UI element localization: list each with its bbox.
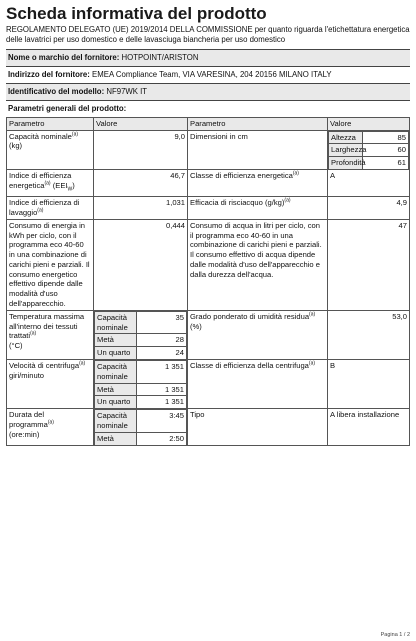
height-value: 85: [363, 131, 409, 144]
dimensions-param: Dimensioni in cm: [188, 130, 328, 169]
temp-quarter-label: Un quarto: [95, 347, 137, 359]
depth-label: Profondità: [329, 157, 363, 169]
header-value: Valore: [94, 117, 188, 130]
general-params-row: [6, 100, 410, 117]
moisture-value: 53,0: [328, 310, 410, 359]
water-consumption-value: 47: [328, 219, 410, 310]
spin-speed-param: Velocità di centrifuga$^{(a)}$ giri/minuto: [7, 360, 94, 409]
spin-quarter-value: 1 351: [137, 396, 187, 408]
width-label: Larghezza: [329, 144, 363, 157]
spin-half-label: Metà: [95, 383, 137, 396]
depth-value: 61: [363, 157, 409, 169]
eei-value: 46,7: [94, 170, 188, 197]
table-row: [7, 197, 410, 220]
capacity-param: Capacità nominale$^{(a)}$ (kg): [7, 130, 94, 169]
supplier-label: Nome o marchio del fornitore:: [8, 52, 120, 62]
page-title: Scheda informativa del prodotto: [6, 4, 267, 23]
energy-consumption-value: 0,444: [94, 219, 188, 310]
washing-value: 1,031: [94, 197, 188, 220]
temperature-param: Temperatura massima all'interno dei tessuti trattati$^{(a)}$ (°C): [7, 310, 94, 359]
address-label: Indirizzo del fornitore:: [8, 69, 90, 79]
spin-full-label: Capacità nominale: [95, 361, 137, 384]
spin-speed-values: [94, 360, 188, 409]
capacity-value: 9,0: [94, 130, 188, 169]
table-header-row: [7, 117, 410, 130]
energy-consumption-param: Consumo di energia in kWh per ciclo, con il programma eco 40-60 in una combinazione di carichi pieni e parziali. Il consumo energetico effettivo dipende dalle modalità d'uso dell'apparecchio.: [7, 219, 94, 310]
regulation-intro: REGOLAMENTO DELEGATO (UE) 2019/2014 DELLA COMMISSIONE per quanto riguarda l'etichettatura energetica delle lavatrici per uso domestico e delle lavasciuga biancheria per uso domestico: [6, 25, 410, 45]
energy-class-param: Classe di efficienza energetica$^{(a)}$: [188, 170, 328, 197]
spin-full-value: 1 351: [137, 361, 187, 384]
eei-param: Indice di efficienza energetica$^{(a)}$ $(EEI_W)$: [7, 170, 94, 197]
model-row: [6, 83, 410, 100]
duration-param: Durata del programma$^{(a)}$ (ore:min): [7, 409, 94, 445]
duration-values: [94, 409, 188, 445]
table-row: [7, 409, 410, 445]
dimensions-values: [328, 130, 410, 169]
table-row: [7, 130, 410, 169]
temp-quarter-value: 24: [137, 347, 187, 359]
table-row: [7, 219, 410, 310]
washing-param: Indice di efficienza di lavaggio$^{(a)}$: [7, 197, 94, 220]
table-row: [7, 170, 410, 197]
supplier-row: [6, 49, 410, 66]
general-params-label: Parametri generali del prodotto:: [8, 103, 127, 113]
water-consumption-param: Consumo di acqua in litri per ciclo, con il programma eco 40-60 in una combinazione di carichi pieni e parziali. Il consumo effettivo di acqua dipende dalle modalità d'uso dell'apparecchio e dalla durezza dell'acqua.: [188, 219, 328, 310]
width-value: 60: [363, 144, 409, 157]
table-row: [7, 360, 410, 409]
spin-class-value: B: [328, 360, 410, 409]
moisture-param: Grado ponderato di umidità residua$^{(a)}$ (%): [188, 310, 328, 359]
address-row: [6, 66, 410, 83]
params-table: [6, 117, 410, 446]
duration-half-value: 2:50: [137, 432, 187, 444]
rinsing-value: 4,9: [328, 197, 410, 220]
page-number: Pagina 1 / 2: [380, 631, 410, 638]
energy-class-value: A: [328, 170, 410, 197]
spin-quarter-label: Un quarto: [95, 396, 137, 408]
table-row: [7, 310, 410, 359]
model-value: NF97WK IT: [106, 86, 148, 96]
address-value: EMEA Compliance Team, VIA VARESINA, 204 20156 MILANO ITALY: [92, 69, 332, 79]
type-param: Tipo: [188, 409, 328, 445]
model-label: Identificativo del modello:: [8, 86, 105, 96]
temp-half-value: 28: [137, 334, 187, 347]
duration-half-label: Metà: [95, 432, 137, 444]
duration-full-label: Capacità nominale: [95, 410, 137, 433]
spin-half-value: 1 351: [137, 383, 187, 396]
temp-full-label: Capacità nominale: [95, 311, 137, 334]
rinsing-param: Efficacia di risciacquo $(g/kg)^{(a)}$: [188, 197, 328, 220]
header-param-2: Parametro: [188, 117, 328, 130]
header-param: Parametro: [7, 117, 94, 130]
temp-full-value: 35: [137, 311, 187, 334]
height-label: Altezza: [329, 131, 363, 144]
temperature-values: [94, 310, 188, 359]
header-value-2: Valore: [328, 117, 410, 130]
spin-class-param: Classe di efficienza della centrifuga$^{(a)}$: [188, 360, 328, 409]
type-value: A libera installazione: [328, 409, 410, 445]
temp-half-label: Metà: [95, 334, 137, 347]
duration-full-value: 3:45: [137, 410, 187, 433]
supplier-value: HOTPOINT/ARISTON: [121, 52, 199, 62]
